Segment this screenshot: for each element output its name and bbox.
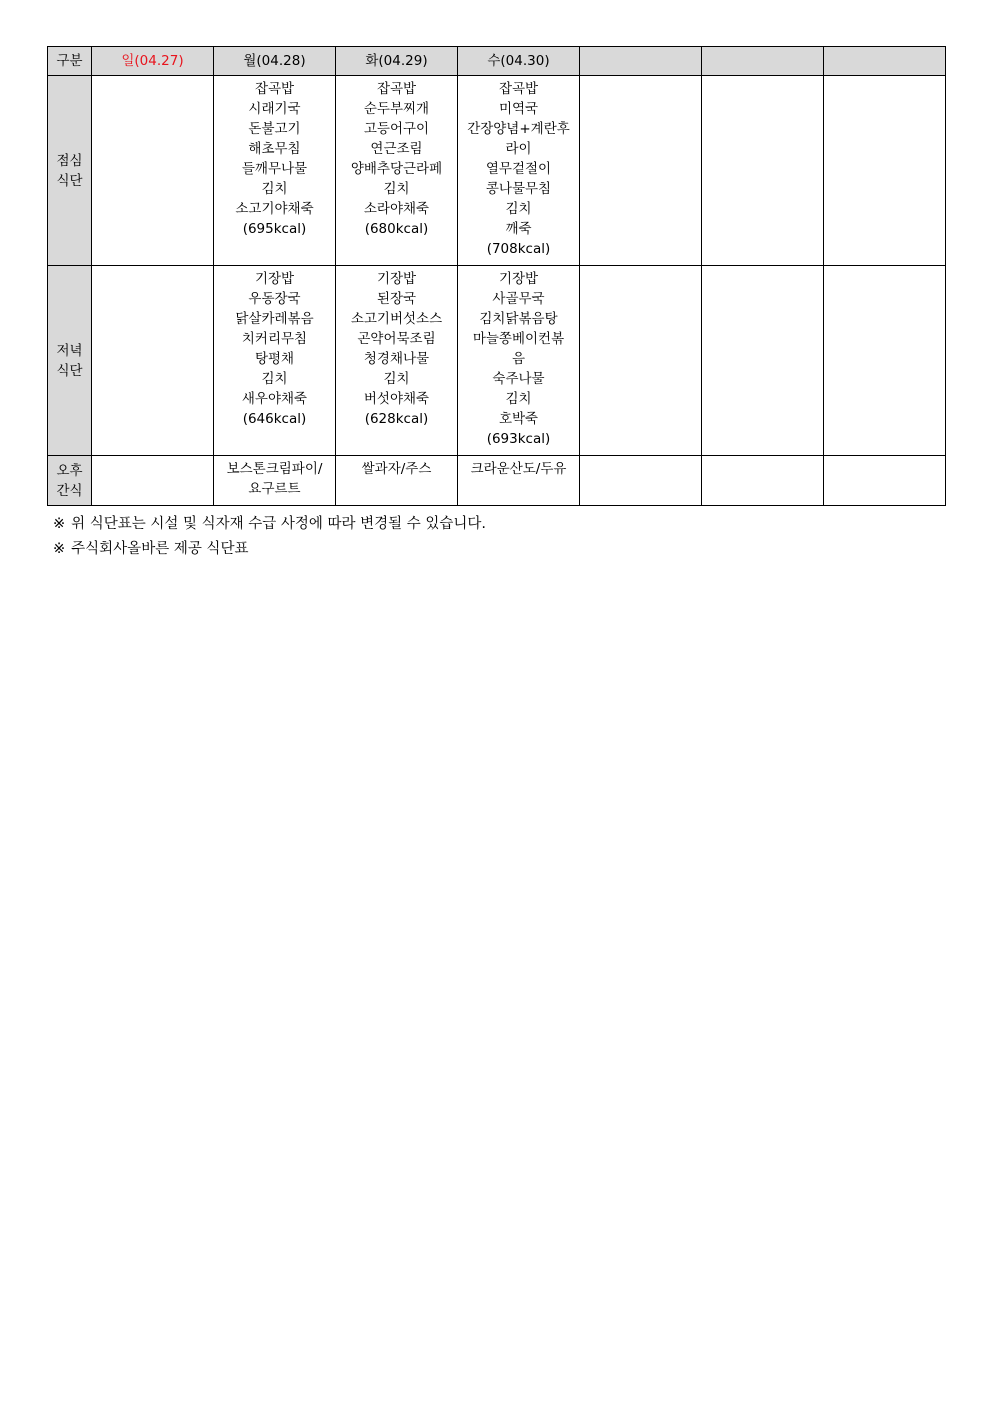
menu-item: 김치 xyxy=(505,201,532,217)
row-label-dinner xyxy=(48,266,92,456)
menu-item: 간장양념+계란후 xyxy=(467,121,570,137)
header-day-empty xyxy=(702,47,824,76)
menu-item: 청경채나물 xyxy=(363,351,430,367)
menu-item: 소고기버섯소스 xyxy=(350,311,443,327)
meal-cell xyxy=(702,266,824,456)
row-label-line: 점심 xyxy=(56,152,83,169)
menu-item: 요구르트 xyxy=(248,481,301,497)
menu-item: 곤약어묵조림 xyxy=(357,331,436,347)
menu-item: 미역국 xyxy=(498,101,539,117)
meal-cell xyxy=(702,456,824,506)
menu-item: 시래기국 xyxy=(248,101,301,117)
menu-item: 고등어구이 xyxy=(363,121,430,137)
menu-item: 김치 xyxy=(383,181,410,197)
header-day-tuesday: 화(04.29) xyxy=(336,47,458,76)
header-day-empty xyxy=(824,47,946,76)
meal-plan-table xyxy=(47,46,946,506)
meal-row-snack xyxy=(48,456,946,506)
menu-item: 해초무침 xyxy=(248,141,301,157)
meal-cell xyxy=(702,76,824,266)
menu-item: 쌀과자/주스 xyxy=(361,461,432,477)
menu-item: 닭살카레볶음 xyxy=(235,311,314,327)
menu-item: 열무겉절이 xyxy=(485,161,552,177)
meal-cell xyxy=(92,76,214,266)
note-mark: ※ xyxy=(53,516,66,532)
menu-item: (695kcal) xyxy=(242,221,307,237)
meal-cell xyxy=(824,456,946,506)
menu-item: (646kcal) xyxy=(242,411,307,427)
menu-item: (628kcal) xyxy=(364,411,429,427)
note-text: 위 식단표는 시설 및 식자재 수급 사정에 따라 변경될 수 있습니다. xyxy=(71,516,487,532)
menu-item: 잡곡밥 xyxy=(254,81,295,97)
meal-cell xyxy=(336,76,458,266)
menu-item: 사골무국 xyxy=(492,291,545,307)
menu-item: 된장국 xyxy=(376,291,417,307)
menu-item: 기장밥 xyxy=(254,271,295,287)
menu-page xyxy=(47,46,946,562)
menu-item: 잡곡밥 xyxy=(498,81,539,97)
meal-cell xyxy=(458,456,580,506)
note-change-notice xyxy=(53,512,946,537)
menu-item: 김치 xyxy=(261,181,288,197)
meal-row-dinner xyxy=(48,266,946,456)
menu-item: (708kcal) xyxy=(486,241,551,257)
menu-item: 치커리무침 xyxy=(241,331,308,347)
meal-cell xyxy=(214,266,336,456)
menu-item: 소라야채죽 xyxy=(363,201,430,217)
meal-cell xyxy=(92,456,214,506)
menu-item: 양배추당근라페 xyxy=(350,161,443,177)
menu-item: 깨죽 xyxy=(505,221,532,237)
meal-cell xyxy=(336,456,458,506)
row-label-snack xyxy=(48,456,92,506)
meal-cell xyxy=(580,456,702,506)
header-day-monday: 월(04.28) xyxy=(214,47,336,76)
menu-item: 음 xyxy=(511,351,526,367)
menu-item: 연근조림 xyxy=(370,141,423,157)
meal-cell xyxy=(336,266,458,456)
menu-item: 버섯야채죽 xyxy=(363,391,430,407)
header-day-sunday: 일(04.27) xyxy=(92,47,214,76)
note-provider xyxy=(53,537,946,562)
meal-cell xyxy=(824,76,946,266)
header-row xyxy=(48,47,946,76)
header-corner: 구분 xyxy=(48,47,92,76)
menu-item: 콩나물무침 xyxy=(485,181,552,197)
menu-item: 김치 xyxy=(505,391,532,407)
meal-row-lunch xyxy=(48,76,946,266)
meal-cell xyxy=(580,266,702,456)
menu-item: (693kcal) xyxy=(486,431,551,447)
menu-item: 탕평채 xyxy=(254,351,295,367)
meal-cell xyxy=(580,76,702,266)
meal-cell xyxy=(458,266,580,456)
menu-item: 들깨무나물 xyxy=(241,161,308,177)
meal-cell xyxy=(458,76,580,266)
notes xyxy=(47,512,946,562)
menu-item: 김치 xyxy=(261,371,288,387)
row-label-line: 저녁 xyxy=(56,342,83,359)
menu-item: 소고기야채죽 xyxy=(235,201,314,217)
menu-item: 기장밥 xyxy=(376,271,417,287)
menu-item: (680kcal) xyxy=(364,221,429,237)
menu-item: 라이 xyxy=(505,141,532,157)
menu-item: 김치 xyxy=(383,371,410,387)
row-label-line: 식단 xyxy=(56,362,83,379)
menu-item: 우동장국 xyxy=(248,291,301,307)
header-day-empty xyxy=(580,47,702,76)
menu-item: 마늘쫑베이컨볶 xyxy=(472,331,565,347)
row-label-line: 식단 xyxy=(56,172,83,189)
menu-item: 돈불고기 xyxy=(248,121,301,137)
menu-item: 호박죽 xyxy=(498,411,539,427)
meal-cell xyxy=(824,266,946,456)
menu-item: 보스톤크림파이/ xyxy=(226,461,323,477)
header-day-wednesday: 수(04.30) xyxy=(458,47,580,76)
row-label-lunch xyxy=(48,76,92,266)
menu-item: 크라운산도/두유 xyxy=(470,461,567,477)
menu-item: 잡곡밥 xyxy=(376,81,417,97)
meal-cell xyxy=(92,266,214,456)
menu-item: 새우야채죽 xyxy=(241,391,308,407)
menu-item: 기장밥 xyxy=(498,271,539,287)
note-text: 주식회사올바른 제공 식단표 xyxy=(71,541,249,557)
menu-item: 김치닭볶음탕 xyxy=(479,311,558,327)
meal-cell xyxy=(214,76,336,266)
row-label-line: 간식 xyxy=(56,482,83,499)
note-mark: ※ xyxy=(53,541,66,557)
row-label-line: 오후 xyxy=(56,462,83,479)
menu-item: 숙주나물 xyxy=(492,371,545,387)
meal-cell xyxy=(214,456,336,506)
menu-item: 순두부찌개 xyxy=(363,101,430,117)
